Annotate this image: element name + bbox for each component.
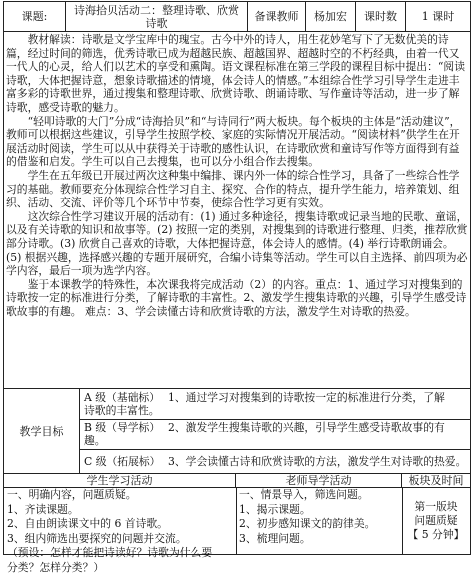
analysis-paragraph: 学生在五年级已开展过两次这种集中编排、课内外一体的综合性学习，具备了一些综合性学习的基础。教师要充分体现综合性学习自主、探究、合作的特点，提升学生能力，培养策划、组织、活动、交流、评价等几个环节中节奏，使综合性学习更有实效。 bbox=[6, 169, 468, 210]
student-activity-cell bbox=[4, 488, 237, 554]
student-activity-line: 一、明确内容，问题质疑。 bbox=[7, 488, 212, 503]
activity-header-row bbox=[4, 474, 470, 488]
goal-b-line2: 趣。 bbox=[84, 434, 106, 447]
analysis-text bbox=[6, 33, 468, 318]
analysis-section bbox=[4, 32, 470, 389]
analysis-paragraph: 教材解读：诗歌是文学宝库中的瑰宝。古今中外的诗人，用生花妙笔写下了无数优美的诗篇，经过时间的筛选，优秀诗歌已成为超越民族、超越国界、超越时空的不朽经典，由着一代又一代人的心灵，给人们以艺术的享受和熏陶。语文课程标准在第三学段的课程目标中提出：“阅读诗歌，大体把握诗意，想象诗歌描述的情境，体会诗人的情感。”本组综合性学习引导学生走进丰富多彩的诗歌世界，通过搜集和整理诗歌、欣赏诗歌、朗诵诗歌、写作童诗等活动，进一步了解诗歌，感受诗歌的魅力。 bbox=[6, 33, 468, 115]
activity-body-row bbox=[4, 488, 470, 554]
analysis-paragraph: “轻叩诗歌的大门”分成“诗海拾贝”和“与诗同行”两大板块。每个板块的主体是“活动建议”，教师可以根据这些建议，引导学生按照学校、家庭的实际情况开展活动。“阅读材料”供学生在开展活动时阅读，学生可以从中获得关于诗歌的感性认识，在诗歌欣赏和童诗写作等方面得到有益的借鉴和启发。学生可以自己去搜集，也可以分小组合作去搜集。 bbox=[6, 115, 468, 169]
teacher-activity-line: 3、梳理问题。 bbox=[239, 532, 375, 547]
goal-a-level: A 级（基础标） bbox=[84, 391, 160, 404]
goal-a bbox=[80, 389, 470, 420]
goal-a-line1: 1、通过学习对搜集到的诗歌按一定的标准进行分类，了解 bbox=[168, 391, 445, 404]
section-duration: 【 5 分钟】 bbox=[402, 528, 470, 542]
student-activity-line: 3、组内筛选出要探究的问题并交流。 bbox=[7, 532, 212, 547]
goals-label: 教学目标 bbox=[4, 389, 80, 473]
section-time-header: 板块及时间 bbox=[402, 474, 470, 487]
section-time-cell bbox=[402, 488, 470, 554]
goal-b-line1: 2、激发学生搜集诗歌的兴趣，引导学生感受诗歌故事的有 bbox=[168, 421, 445, 434]
teacher-label: 备课教师 bbox=[248, 2, 306, 31]
lesson-plan-table bbox=[3, 1, 471, 555]
student-activity-header: 学生学习活动 bbox=[4, 474, 236, 487]
teacher-activity-cell bbox=[236, 488, 403, 554]
analysis-paragraph: 鉴于本课教学的特殊性，本次课我将完成活动（2）的内容。重点：1、通过学习对搜集到的诗歌按一定的标准进行分类，了解诗歌的丰富性。2、激发学生搜集诗歌的兴趣，引导学生感受诗歌故事的有趣。 难点：3、学会读懂古诗和欣赏诗歌的方法，激发学生对诗歌的热爱。 bbox=[6, 278, 468, 319]
goal-c-line1: 3、学会读懂古诗和欣赏诗歌的方法，激发学生对诗歌的热爱。 bbox=[168, 455, 466, 468]
goal-b bbox=[80, 419, 470, 450]
teacher-name: 杨加宏 bbox=[306, 2, 356, 31]
section-topic: 问题质疑 bbox=[402, 514, 470, 528]
student-activity-line: （预设：怎样才能把诗读好？诗歌为什么要 bbox=[7, 546, 212, 561]
student-activity-line: 分类？怎样分类？） bbox=[7, 561, 212, 575]
analysis-paragraph: 这次综合性学习建议开展的活动有：(1) 通过多种途径，搜集诗歌或记录当地的民歌、童谣，以及有关诗歌的知识和故事等。(2) 按照一定的类别，对搜集到的诗歌进行整理、归类，推荐欣赏部分诗歌。(3) 欣赏自己喜欢的诗歌，大体把握诗意，体会诗人的感情。(4) 举行诗歌朗诵会。(5) 根据兴趣，选择感兴趣的专题开展研究，合编小诗集等活动。学生可以自主选择、前四项为必学内容，最后一项为选学内容。 bbox=[6, 210, 468, 278]
course-label: 课题: bbox=[4, 2, 66, 31]
goal-c-level: C 级（拓展标） bbox=[84, 455, 160, 468]
goal-c bbox=[80, 449, 470, 474]
student-activity-line: 2、自由朗读课文中的 6 首诗歌。 bbox=[7, 517, 212, 532]
teacher-activity-line: 一、情景导入，筛选问题。 bbox=[239, 488, 375, 503]
teacher-activity-header: 老师导学活动 bbox=[236, 474, 402, 487]
teacher-activity-line: 2、初步感知课文的韵律美。 bbox=[239, 517, 375, 532]
student-activity-line: 1、齐读课题。 bbox=[7, 503, 212, 518]
hours-value: 1 课时 bbox=[406, 2, 470, 31]
section-name: 第一版块 bbox=[402, 500, 470, 514]
header-row bbox=[4, 2, 470, 32]
goal-b-level: B 级（导学标） bbox=[84, 421, 160, 434]
course-title: 诗海拾贝活动二：整理诗歌、欣赏诗歌 bbox=[66, 2, 248, 31]
hours-label: 课时数 bbox=[356, 2, 406, 31]
teacher-activity-line: 1、揭示课题。 bbox=[239, 503, 375, 518]
goal-a-line2: 诗歌的丰富性。 bbox=[84, 404, 160, 417]
goals-section bbox=[4, 389, 470, 474]
